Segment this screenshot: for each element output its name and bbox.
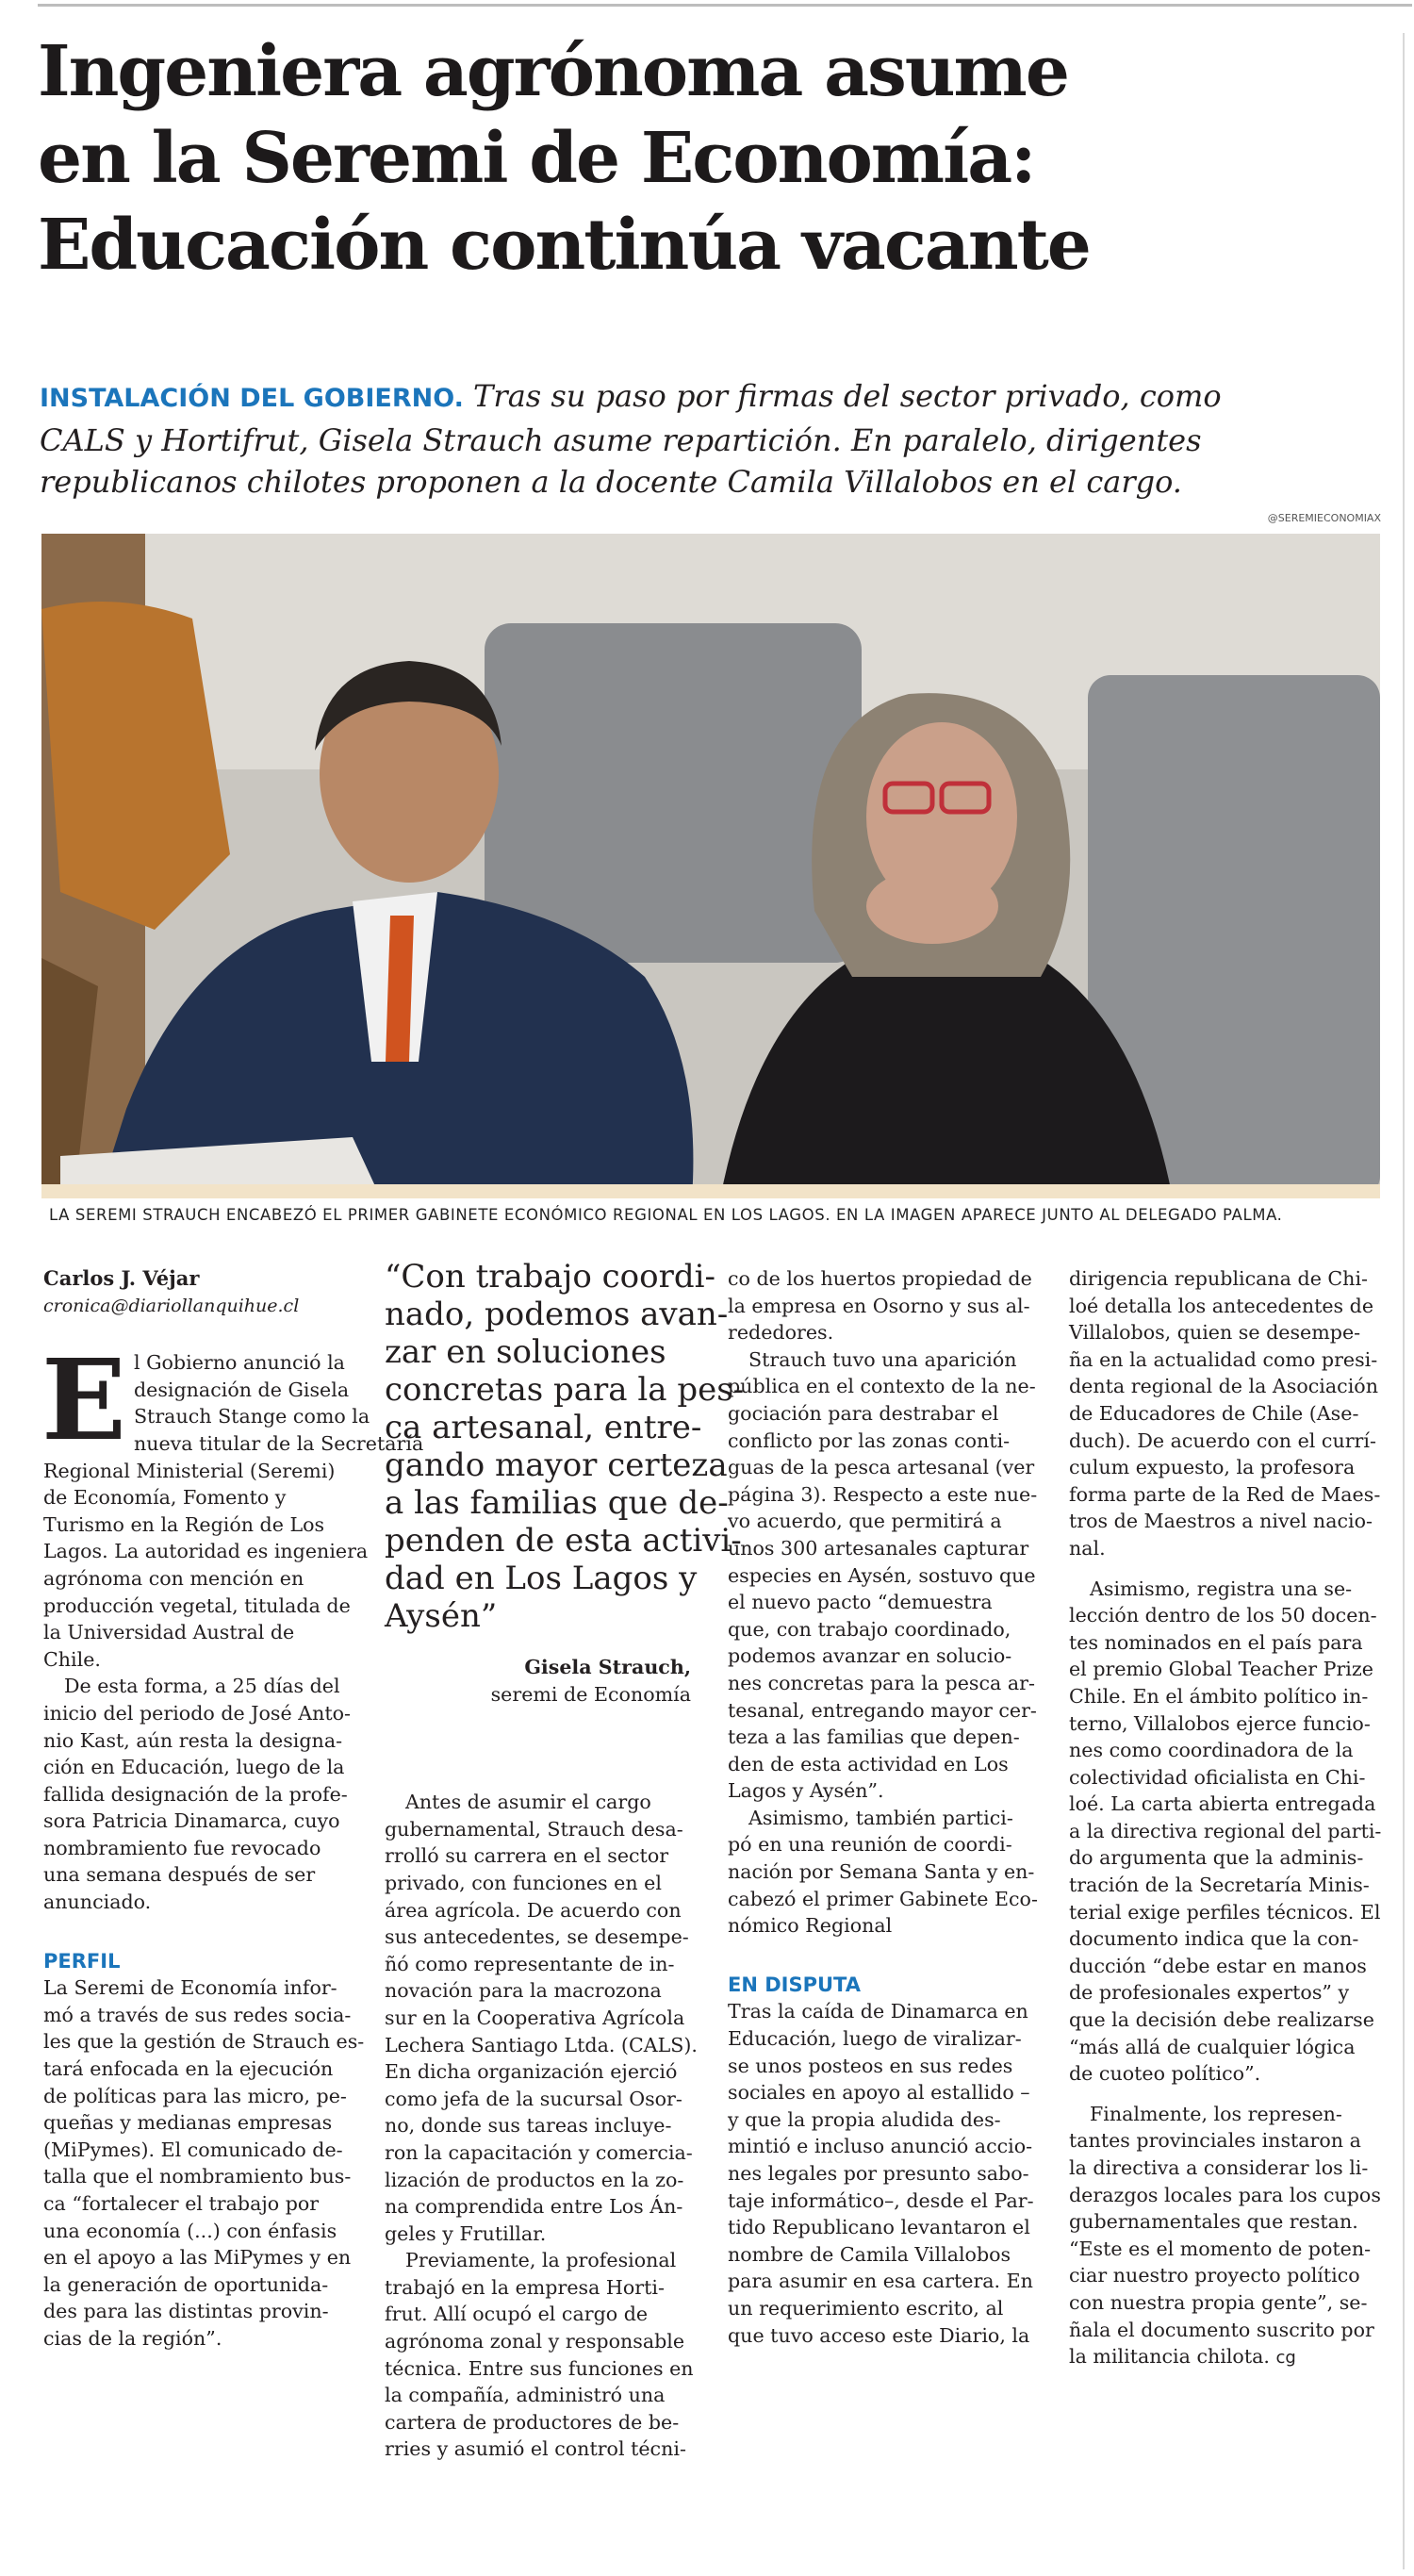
paragraph	[728, 1346, 1038, 1805]
quote-attribution-name: Gisela Strauch,	[524, 1656, 691, 1678]
text-line: agrónoma zonal y responsable	[385, 2330, 685, 2353]
text-line: Lagos y Aysén”.	[728, 1779, 884, 1803]
text-line: nal.	[1069, 1536, 1106, 1560]
text-line: ñó como representante de in-	[385, 1952, 675, 1975]
text-line: sus antecedentes, se desempe-	[385, 1925, 689, 1949]
text-line: gociación para destrabar el	[728, 1401, 999, 1425]
text-line: les que la gestión de Strauch es-	[43, 2030, 365, 2054]
text-line: sociales en apoyo al estallido –	[728, 2081, 1030, 2105]
text-line: “más allá de cualquier lógica	[1069, 2035, 1356, 2058]
paragraph	[385, 1789, 698, 2247]
text-line: cartera de productores de be-	[385, 2410, 680, 2434]
text-line: lección dentro de los 50 docen-	[1069, 1604, 1377, 1627]
text-line: na comprendida entre Los Án-	[385, 2195, 683, 2219]
text-line: novación para la macrozona	[385, 1979, 662, 2003]
text-line: una semana después de ser	[43, 1863, 316, 1887]
text-line: el nuevo pacto “demuestra	[728, 1591, 993, 1614]
text-line: Lechera Santiago Ltda. (CALS).	[385, 2033, 698, 2056]
text-line: ción en Educación, luego de la	[43, 1756, 345, 1779]
paragraph	[728, 1265, 1034, 1346]
text-line: de cuoteo político”.	[1069, 2062, 1261, 2086]
text-line: nación por Semana Santa y en-	[728, 1860, 1035, 1884]
text-line: unos 300 artesanales capturar	[728, 1536, 1029, 1560]
headline-line: Educación continúa vacante	[38, 205, 1090, 286]
text-line: el premio Global Teacher Prize	[1069, 1658, 1373, 1681]
text-line: gubernamentales que restan.	[1069, 2210, 1358, 2234]
text-line: de Economía, Fomento y	[43, 1486, 287, 1510]
text-line: gubernamental, Strauch desa-	[385, 1817, 683, 1841]
text-line: derazgos locales para los cupos	[1069, 2183, 1381, 2206]
text-line: loé. La carta abierta entregada	[1069, 1792, 1376, 1816]
text-line: Lagos. La autoridad es ingeniera	[43, 1540, 369, 1563]
quote-line: “Con trabajo coordi-	[385, 1258, 715, 1296]
text-line: privado, con funciones en el	[385, 1871, 662, 1894]
tie	[386, 916, 414, 1062]
text-line: documento indica que la con-	[1069, 1927, 1359, 1951]
text-line: Asimismo, registra una se-	[1090, 1577, 1353, 1600]
text-line: Finalmente, los represen-	[1090, 2102, 1342, 2125]
text-line: fallida designación de la profe-	[43, 1782, 348, 1806]
deck-line: CALS y Hortifrut, Gisela Strauch asume repartición. En paralelo, dirigentes	[40, 422, 1202, 458]
text-line: nombre de Camila Villalobos	[728, 2242, 1011, 2266]
quote-line: concretas para la pes-	[385, 1371, 745, 1409]
text-line: ciar nuestro proyecto político	[1069, 2264, 1360, 2287]
deck-line: republicanos chilotes proponen a la docente Camila Villalobos en el cargo.	[40, 464, 1182, 500]
byline-email[interactable]: cronica@diariollanquihue.cl	[43, 1295, 300, 1316]
text-line: De esta forma, a 25 días del	[64, 1675, 340, 1698]
text-line: En dicha organización ejerció	[385, 2060, 678, 2084]
deck	[40, 375, 1388, 503]
text-line: designación de Gisela	[133, 1378, 350, 1401]
paragraph	[43, 1974, 365, 2352]
text-line: una economía (...) con énfasis	[43, 2219, 337, 2242]
text-line: para asumir en esa cartera. En	[728, 2270, 1033, 2293]
text-line: agrónoma con mención en	[43, 1566, 304, 1590]
text-line: Educación, luego de viralizar-	[728, 2027, 1022, 2051]
deck-kicker: INSTALACIÓN DEL GOBIERNO.	[40, 384, 464, 413]
text-line: y que la propia aludida des-	[728, 2107, 1001, 2131]
text-line: tesanal, entregando mayor cer-	[728, 1698, 1037, 1722]
text-line: (MiPymes). El comunicado de-	[43, 2138, 343, 2161]
text-line: nómico Regional	[728, 1914, 893, 1938]
paragraph	[1069, 2101, 1381, 2372]
text-line: ña en la actualidad como presi-	[1069, 1347, 1378, 1371]
text-line: rries y asumió el control técni-	[385, 2437, 686, 2461]
text-line: trabajó en la empresa Horti-	[385, 2275, 665, 2299]
text-line: rededores.	[728, 1321, 834, 1345]
text-line: inicio del periodo de José Anto-	[43, 1701, 351, 1725]
text-line: que tuvo acceso este Diario, la	[728, 2323, 1030, 2347]
text-line: taje informático–, desde el Par-	[728, 2188, 1034, 2212]
text-line: ñala el documento suscrito por	[1069, 2318, 1374, 2341]
text-line: teza a las familias que depen-	[728, 1726, 1020, 1749]
text-line: especies en Aysén, sostuvo que	[728, 1563, 1036, 1587]
text-line: vo acuerdo, que permitirá a	[728, 1510, 1002, 1533]
text-line: tará enfocada en la ejecución	[43, 2057, 334, 2081]
paragraph	[1069, 1265, 1381, 1562]
top-rule	[38, 4, 1412, 7]
text-line: guas de la pesca artesanal (ver	[728, 1456, 1035, 1479]
paragraph	[728, 1805, 1038, 1940]
text-line: la Universidad Austral de	[43, 1621, 295, 1644]
text-line: nes concretas para la pesca ar-	[728, 1671, 1035, 1694]
text-line: pública en el contexto de la ne-	[728, 1375, 1036, 1398]
text-line: sora Patricia Dinamarca, cuyo	[43, 1809, 340, 1833]
article-column-4	[1069, 1265, 1382, 2372]
text-line: des para las distintas provin-	[43, 2300, 329, 2323]
dropcap: E	[41, 1334, 126, 1466]
text-line: Regional Ministerial (Seremi)	[43, 1459, 336, 1482]
quote-line: gando mayor certeza	[385, 1446, 728, 1484]
text-line: lización de productos en la zo-	[385, 2168, 684, 2191]
subhead-en-disputa: EN DISPUTA	[728, 1973, 861, 1996]
text-line: co de los huertos propiedad de	[728, 1267, 1032, 1290]
text-line-end: la militancia chilota.	[1069, 2345, 1270, 2369]
text-line: rrolló su carrera en el sector	[385, 1844, 669, 1868]
text-line: terial exige perfiles técnicos. El	[1069, 1900, 1381, 1924]
text-line: en el apoyo a las MiPymes y en	[43, 2246, 352, 2270]
quote-line: a las familias que de-	[385, 1484, 729, 1522]
text-line: l Gobierno anunció la	[133, 1351, 345, 1375]
text-line: den de esta actividad en Los	[728, 1752, 1009, 1775]
headline-line: en la Seremi de Economía:	[38, 118, 1035, 199]
byline-name: Carlos J. Véjar	[43, 1266, 200, 1290]
text-line: tido Republicano levantaron el	[728, 2216, 1030, 2239]
end-of-article-mark: cg	[1275, 2348, 1296, 2369]
text-line: la directiva a considerar los li-	[1069, 2156, 1369, 2179]
text-line: Chile.	[43, 1647, 101, 1671]
chair-back	[485, 623, 862, 963]
text-line: mó a través de sus redes socia-	[43, 2003, 352, 2026]
text-line: tes nominados en el país para	[1069, 1630, 1363, 1654]
article-column-1	[41, 1265, 424, 2353]
text-line: nes como coordinadora de la	[1069, 1739, 1354, 1762]
text-line: Strauch tuvo una aparición	[748, 1347, 1017, 1371]
text-line: Antes de asumir el cargo	[405, 1791, 651, 1814]
text-line	[1069, 2343, 1375, 2372]
paragraph	[385, 2247, 694, 2463]
quote-line: Aysén”	[385, 1597, 498, 1635]
text-line: cias de la región”.	[43, 2326, 222, 2350]
text-line: nueva titular de la Secretaría	[133, 1431, 424, 1455]
text-line: la generación de oportunida-	[43, 2272, 329, 2296]
headline	[38, 28, 1395, 289]
column-rule	[1403, 33, 1405, 2569]
text-line: talla que el nombramiento bus-	[43, 2165, 352, 2188]
text-line: Tras la caída de Dinamarca en	[728, 2000, 1028, 2023]
text-line: culum expuesto, la profesora	[1069, 1456, 1356, 1479]
paragraph	[1069, 1576, 1382, 2088]
text-line: dirigencia republicana de Chi-	[1069, 1267, 1368, 1290]
text-line: anunciado.	[43, 1891, 152, 1914]
text-line: La Seremi de Economía infor-	[43, 1976, 337, 2000]
text-line: frut. Allí ocupó el cargo de	[385, 2303, 649, 2326]
text-line: colectividad oficialista en Chi-	[1069, 1765, 1366, 1789]
text-line: la compañía, administró una	[385, 2384, 666, 2407]
text-line: conflicto por las zonas conti-	[728, 1428, 1011, 1452]
text-line: se unos posteos en sus redes	[728, 2054, 1013, 2077]
text-line: ca “fortalecer el trabajo por	[43, 2192, 320, 2215]
quote-line: nado, podemos avan-	[385, 1296, 729, 1333]
text-line: tantes provinciales instaron a	[1069, 2129, 1361, 2153]
quote-line: penden de esta activi-	[385, 1522, 742, 1560]
headline-line: Ingeniera agrónoma asume	[38, 31, 1068, 112]
text-line: Turismo en la Región de Los	[43, 1512, 325, 1536]
text-line: que, con trabajo coordinado,	[728, 1617, 1011, 1641]
quote-attribution-role: seremi de Economía	[490, 1682, 691, 1706]
text-line: Villalobos, quien se desempe-	[1069, 1321, 1361, 1345]
article-column-2	[385, 1258, 745, 2463]
text-line: la empresa en Osorno y sus al-	[728, 1294, 1030, 1317]
photo-caption: LA SEREMI STRAUCH ENCABEZÓ EL PRIMER GABINETE ECONÓMICO REGIONAL EN LOS LAGOS. EN LA IMAGEN APARECE JUNTO AL DELEGADO PALMA.	[49, 1206, 1283, 1224]
text-line: ducción “debe estar en manos	[1069, 1954, 1367, 1977]
paragraph	[43, 1673, 350, 1915]
text-line: con nuestra propia gente”, se-	[1069, 2290, 1368, 2314]
text-line: página 3). Respecto a este nue-	[728, 1482, 1038, 1506]
text-line: sur en la Cooperativa Agrícola	[385, 2006, 685, 2029]
paragraph	[41, 1334, 424, 1673]
text-line: denta regional de la Asociación	[1069, 1375, 1378, 1398]
text-line: podemos avanzar en solucio-	[728, 1644, 1012, 1668]
text-line: Chile. En el ámbito político in-	[1069, 1684, 1369, 1708]
text-line: forma parte de la Red de Maes-	[1069, 1482, 1381, 1506]
text-line: nombramiento fue revocado	[43, 1836, 321, 1859]
text-line: tración de la Secretaría Minis-	[1069, 1874, 1370, 1897]
table-edge	[41, 1184, 1380, 1198]
quote-line: dad en Los Lagos y	[385, 1560, 698, 1597]
text-line: tros de Maestros a nivel nacio-	[1069, 1510, 1373, 1533]
text-line: técnica. Entre sus funciones en	[385, 2356, 694, 2380]
text-line: Asimismo, también partici-	[748, 1806, 1013, 1829]
text-line: geles y Frutillar.	[385, 2221, 547, 2245]
text-line: a la directiva regional del parti-	[1069, 1819, 1382, 1842]
woman-hands	[866, 868, 998, 944]
text-line: de políticas para las micro, pe-	[43, 2084, 347, 2107]
text-line: de profesionales expertos” y	[1069, 1981, 1350, 2005]
text-line: duch). De acuerdo con el currí-	[1069, 1428, 1376, 1452]
text-line: producción vegetal, titulada de	[43, 1593, 351, 1617]
text-line: área agrícola. De acuerdo con	[385, 1898, 682, 1922]
deck-line	[40, 375, 1388, 420]
text-line: un requerimiento escrito, al	[728, 2296, 1004, 2320]
text-line: como jefa de la sucursal Osor-	[385, 2087, 682, 2110]
text-line: que la decisión debe realizarse	[1069, 2008, 1374, 2032]
text-line: loé detalla los antecedentes de	[1069, 1294, 1374, 1317]
news-photo	[41, 534, 1380, 1198]
subhead-perfil: PERFIL	[43, 1949, 121, 1973]
paragraph	[728, 1998, 1034, 2349]
text-line: Strauch Stange como la	[133, 1405, 370, 1428]
quote-line: ca artesanal, entre-	[385, 1409, 702, 1446]
text-line: do argumenta que la adminis-	[1069, 1846, 1364, 1870]
text-line: nio Kast, aún resta la designa-	[43, 1728, 343, 1752]
text-line: pó en una reunión de coordi-	[728, 1833, 1012, 1857]
text-line: ron la capacitación y comercia-	[385, 2140, 693, 2164]
pull-quote	[385, 1258, 745, 1635]
quote-line: zar en soluciones	[385, 1333, 666, 1371]
text-line: “Este es el momento de poten-	[1069, 2237, 1372, 2260]
text-line: terno, Villalobos ejerce funcio-	[1069, 1711, 1371, 1735]
text-line: nes legales por presunto sabo-	[728, 2162, 1029, 2185]
text-line: cabezó el primer Gabinete Eco-	[728, 1887, 1038, 1910]
text-line: queñas y medianas empresas	[43, 2111, 333, 2135]
photo-credit: @SEREMIECONOMIAX	[1267, 512, 1381, 524]
text-line: no, donde sus tareas incluye-	[385, 2114, 672, 2138]
text-line: mintió e incluso anunció accio-	[728, 2135, 1033, 2158]
text-line: Previamente, la profesional	[405, 2249, 677, 2272]
deck-text: Tras su paso por firmas del sector privado, como	[473, 378, 1222, 414]
article-column-3	[728, 1265, 1038, 2349]
text-line: de Educadores de Chile (Ase-	[1069, 1401, 1359, 1425]
